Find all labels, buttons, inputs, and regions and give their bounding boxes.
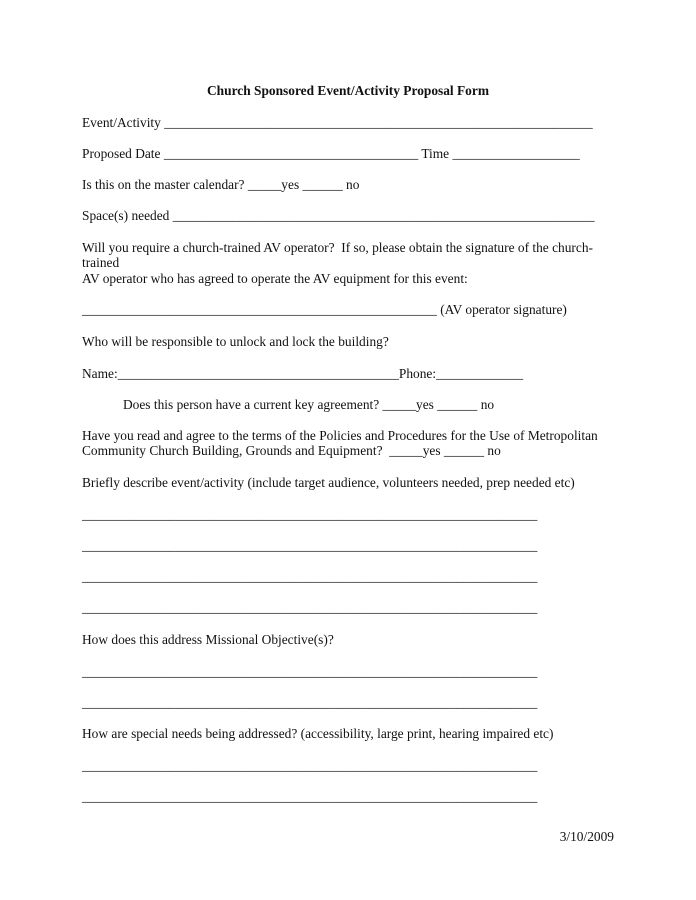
special-needs-prompt: How are special needs being addressed? (accessibility, large print, hearing impaired etc) xyxy=(82,726,554,741)
missional-answer-line[interactable]: ____________________________________________________________________ xyxy=(82,664,538,679)
form-date: 3/10/2009 xyxy=(559,829,614,844)
describe-answer-line[interactable]: ____________________________________________________________________ xyxy=(82,507,538,522)
av-signature-field[interactable]: _____________________________________________________ (AV operator signature) xyxy=(82,302,567,317)
form-title: Church Sponsored Event/Activity Proposal Form xyxy=(207,83,489,98)
spaces-needed-field[interactable]: Space(s) needed _______________________________________________________________ xyxy=(82,208,595,223)
missional-prompt: How does this address Missional Objective(s)? xyxy=(82,632,334,647)
policies-question-line-2[interactable]: Community Church Building, Grounds and Equipment? _____yes ______ no xyxy=(82,443,501,458)
av-question-line-2: trained xyxy=(82,255,120,270)
master-calendar-question[interactable]: Is this on the master calendar? _____yes ______ no xyxy=(82,177,360,192)
describe-answer-line[interactable]: ____________________________________________________________________ xyxy=(82,538,538,553)
describe-prompt: Briefly describe event/activity (include target audience, volunteers needed, prep needed etc) xyxy=(82,475,575,490)
proposed-date-time-field[interactable]: Proposed Date ______________________________________ Time ___________________ xyxy=(82,146,580,161)
unlock-question: Who will be responsible to unlock and lock the building? xyxy=(82,334,389,349)
special-needs-answer-line[interactable]: ____________________________________________________________________ xyxy=(82,789,538,804)
policies-question-line-1: Have you read and agree to the terms of the Policies and Procedures for the Use of Metropolitan xyxy=(82,428,598,443)
missional-answer-line[interactable]: ____________________________________________________________________ xyxy=(82,695,538,710)
special-needs-answer-line[interactable]: ____________________________________________________________________ xyxy=(82,758,538,773)
key-agreement-question[interactable]: Does this person have a current key agreement? _____yes ______ no xyxy=(123,397,495,412)
name-phone-field[interactable]: Name:__________________________________________Phone:_____________ xyxy=(82,366,524,381)
event-activity-field[interactable]: Event/Activity ________________________________________________________________ xyxy=(82,115,593,130)
describe-answer-line[interactable]: ____________________________________________________________________ xyxy=(82,569,538,584)
av-question-line-3: AV operator who has agreed to operate the AV equipment for this event: xyxy=(82,271,468,286)
av-question-line-1: Will you require a church-trained AV operator? If so, please obtain the signature of the church- xyxy=(82,240,593,255)
describe-answer-line[interactable]: ____________________________________________________________________ xyxy=(82,600,538,615)
